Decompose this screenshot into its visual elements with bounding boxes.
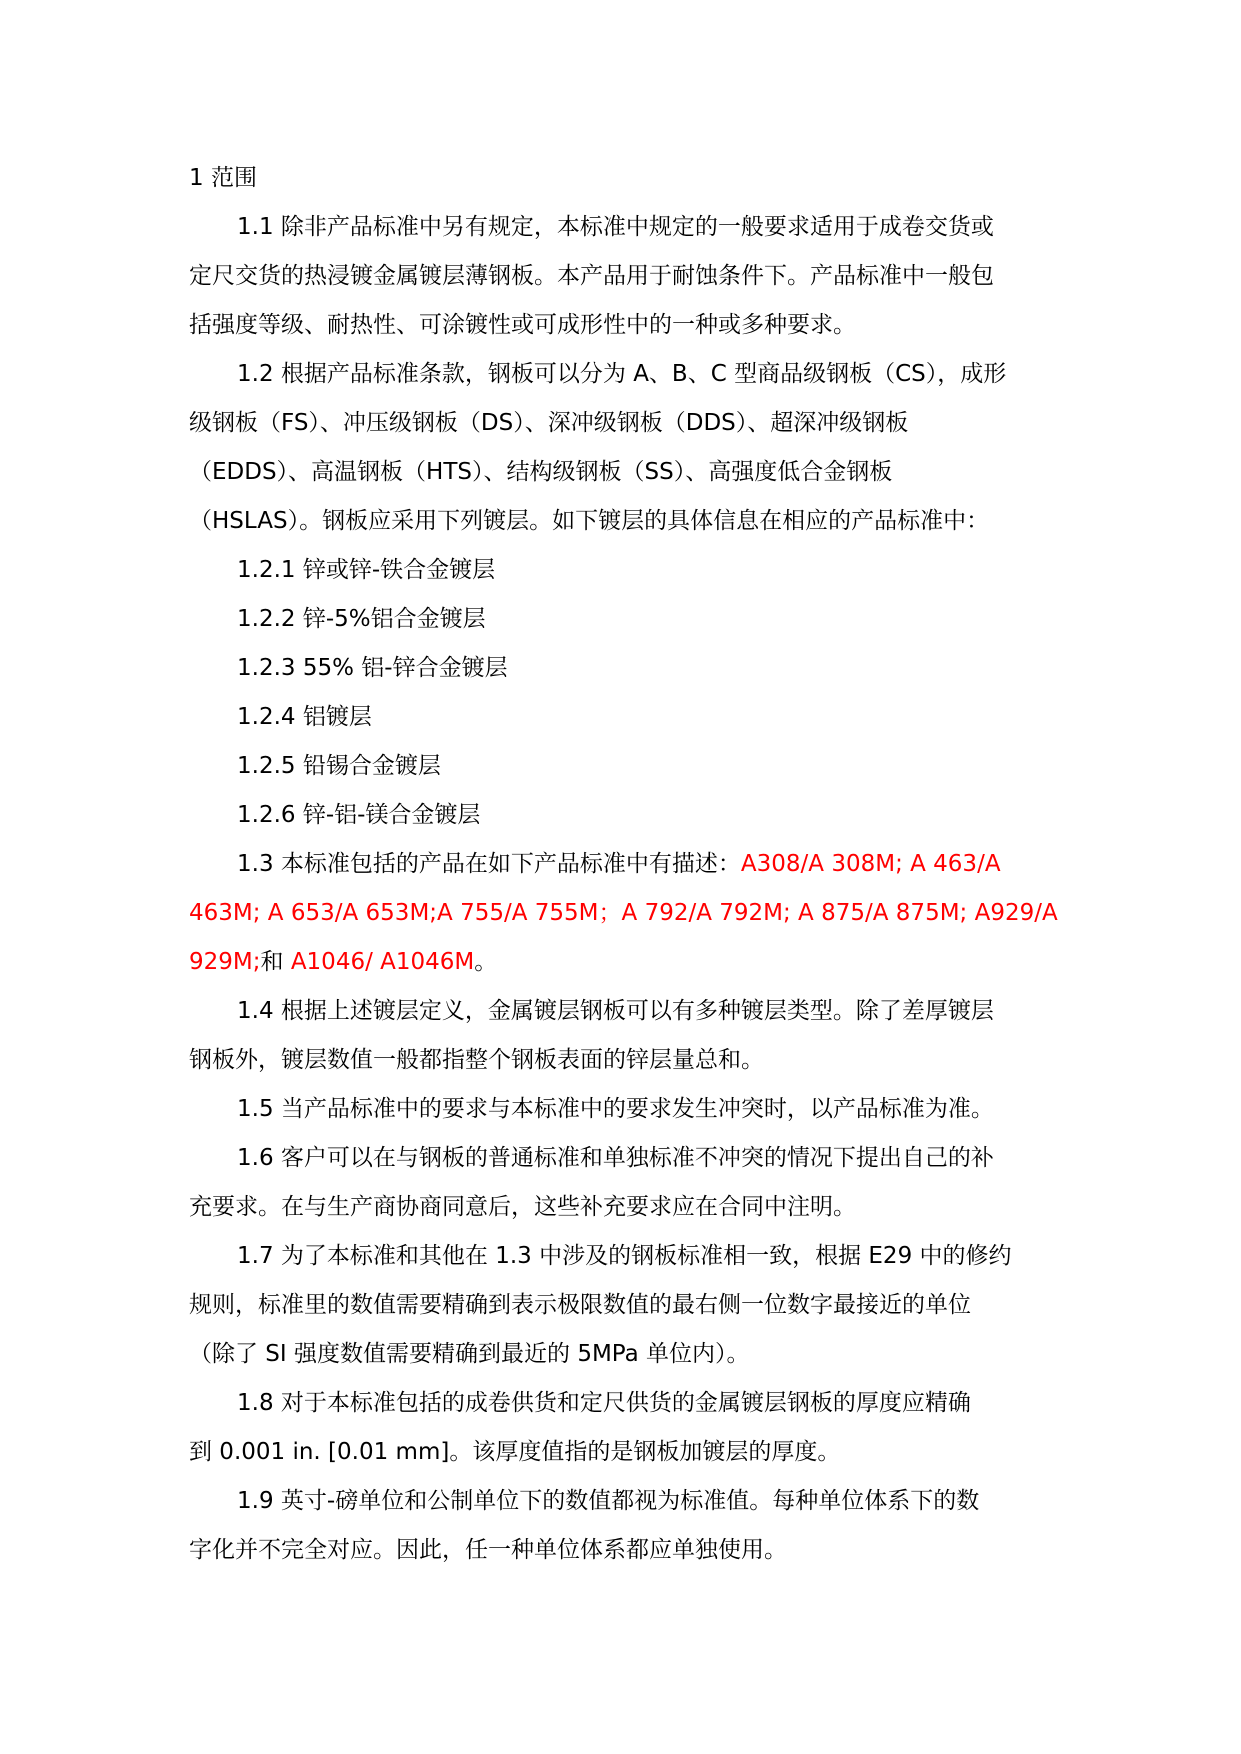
standard-reference: 463M; A 653/A 653M;A 755/A 755M；A 792/A 792M; A 875/A 875M; A929/A <box>189 900 1058 926</box>
paragraph-text: 。 <box>474 949 498 975</box>
paragraph-line: 钢板外，镀层数值一般都指整个钢板表面的锌层量总和。 <box>189 1047 764 1073</box>
paragraph-text: 1.3 本标准包括的产品在如下产品标准中有描述： <box>237 851 741 877</box>
coating-item: 1.2.6 锌-铝-镁合金镀层 <box>237 802 481 828</box>
paragraph-1-2 <box>189 350 1059 546</box>
paragraph-line: （除了 SI 强度数值需要精确到最近的 5MPa 单位内）。 <box>189 1341 750 1367</box>
paragraph-line: 充要求。在与生产商协商同意后，这些补充要求应在合同中注明。 <box>189 1194 856 1220</box>
coating-item: 1.2.3 55% 铝-锌合金镀层 <box>237 655 508 681</box>
coating-item: 1.2.5 铅锡合金镀层 <box>237 753 441 779</box>
paragraph-line: （HSLAS）。钢板应采用下列镀层。如下镀层的具体信息在相应的产品标准中： <box>189 508 990 534</box>
paragraph-line: 1.2 根据产品标准条款，钢板可以分为 A、B、C 型商品级钢板（CS），成形 <box>237 361 1007 387</box>
document-page <box>189 154 1059 1575</box>
standard-reference: A308/A 308M; A 463/A <box>740 851 1001 877</box>
paragraph-line: 定尺交货的热浸镀金属镀层薄钢板。本产品用于耐蚀条件下。产品标准中一般包 <box>189 263 994 289</box>
paragraph-line: 1.6 客户可以在与钢板的普通标准和单独标准不冲突的情况下提出自己的补 <box>237 1145 994 1171</box>
coating-list <box>189 546 1059 840</box>
paragraph-1-8 <box>189 1379 1059 1477</box>
paragraph-line: 规则，标准里的数值需要精确到表示极限数值的最右侧一位数字最接近的单位 <box>189 1292 971 1318</box>
paragraph-line <box>189 840 1059 889</box>
section-heading: 1 范围 <box>189 165 257 191</box>
paragraph-line: 1.8 对于本标准包括的成卷供货和定尺供货的金属镀层钢板的厚度应精确 <box>237 1390 971 1416</box>
paragraph-1-6 <box>189 1134 1059 1232</box>
paragraph-line: （EDDS）、高温钢板（HTS）、结构级钢板（SS）、高强度低合金钢板 <box>189 459 893 485</box>
paragraph-1-3 <box>189 840 1059 987</box>
paragraph-1-7 <box>189 1232 1059 1379</box>
paragraph-line: 级钢板（FS）、冲压级钢板（DS）、深冲级钢板（DDS）、超深冲级钢板 <box>189 410 909 436</box>
paragraph-line: 1.5 当产品标准中的要求与本标准中的要求发生冲突时，以产品标准为准。 <box>237 1096 994 1122</box>
coating-item: 1.2.1 锌或锌-铁合金镀层 <box>237 557 496 583</box>
paragraph-line: 1.7 为了本标准和其他在 1.3 中涉及的钢板标准相一致，根据 E29 中的修约 <box>237 1243 1012 1269</box>
paragraph-line: 1.1 除非产品标准中另有规定，本标准中规定的一般要求适用于成卷交货或 <box>237 214 994 240</box>
paragraph-1-9 <box>189 1477 1059 1575</box>
standard-reference: A1046/ A1046M <box>290 949 475 975</box>
paragraph-line <box>189 889 1059 938</box>
standard-reference: 929M; <box>189 949 261 975</box>
paragraph-line <box>189 938 1059 987</box>
paragraph-1-5 <box>189 1085 1059 1134</box>
paragraph-text: 和 <box>260 949 291 975</box>
paragraph-line: 1.4 根据上述镀层定义，金属镀层钢板可以有多种镀层类型。除了差厚镀层 <box>237 998 994 1024</box>
paragraph-line: 1.9 英寸-磅单位和公制单位下的数值都视为标准值。每种单位体系下的数 <box>237 1488 980 1514</box>
coating-item: 1.2.2 锌-5%铝合金镀层 <box>237 606 486 632</box>
paragraph-line: 括强度等级、耐热性、可涂镀性或可成形性中的一种或多种要求。 <box>189 312 856 338</box>
coating-item: 1.2.4 铝镀层 <box>237 704 372 730</box>
paragraph-1-1 <box>189 203 1059 350</box>
paragraph-line: 字化并不完全对应。因此，任一种单位体系都应单独使用。 <box>189 1537 787 1563</box>
paragraph-line: 到 0.001 in. [0.01 mm]。该厚度值指的是钢板加镀层的厚度。 <box>189 1439 841 1465</box>
paragraph-1-4 <box>189 987 1059 1085</box>
